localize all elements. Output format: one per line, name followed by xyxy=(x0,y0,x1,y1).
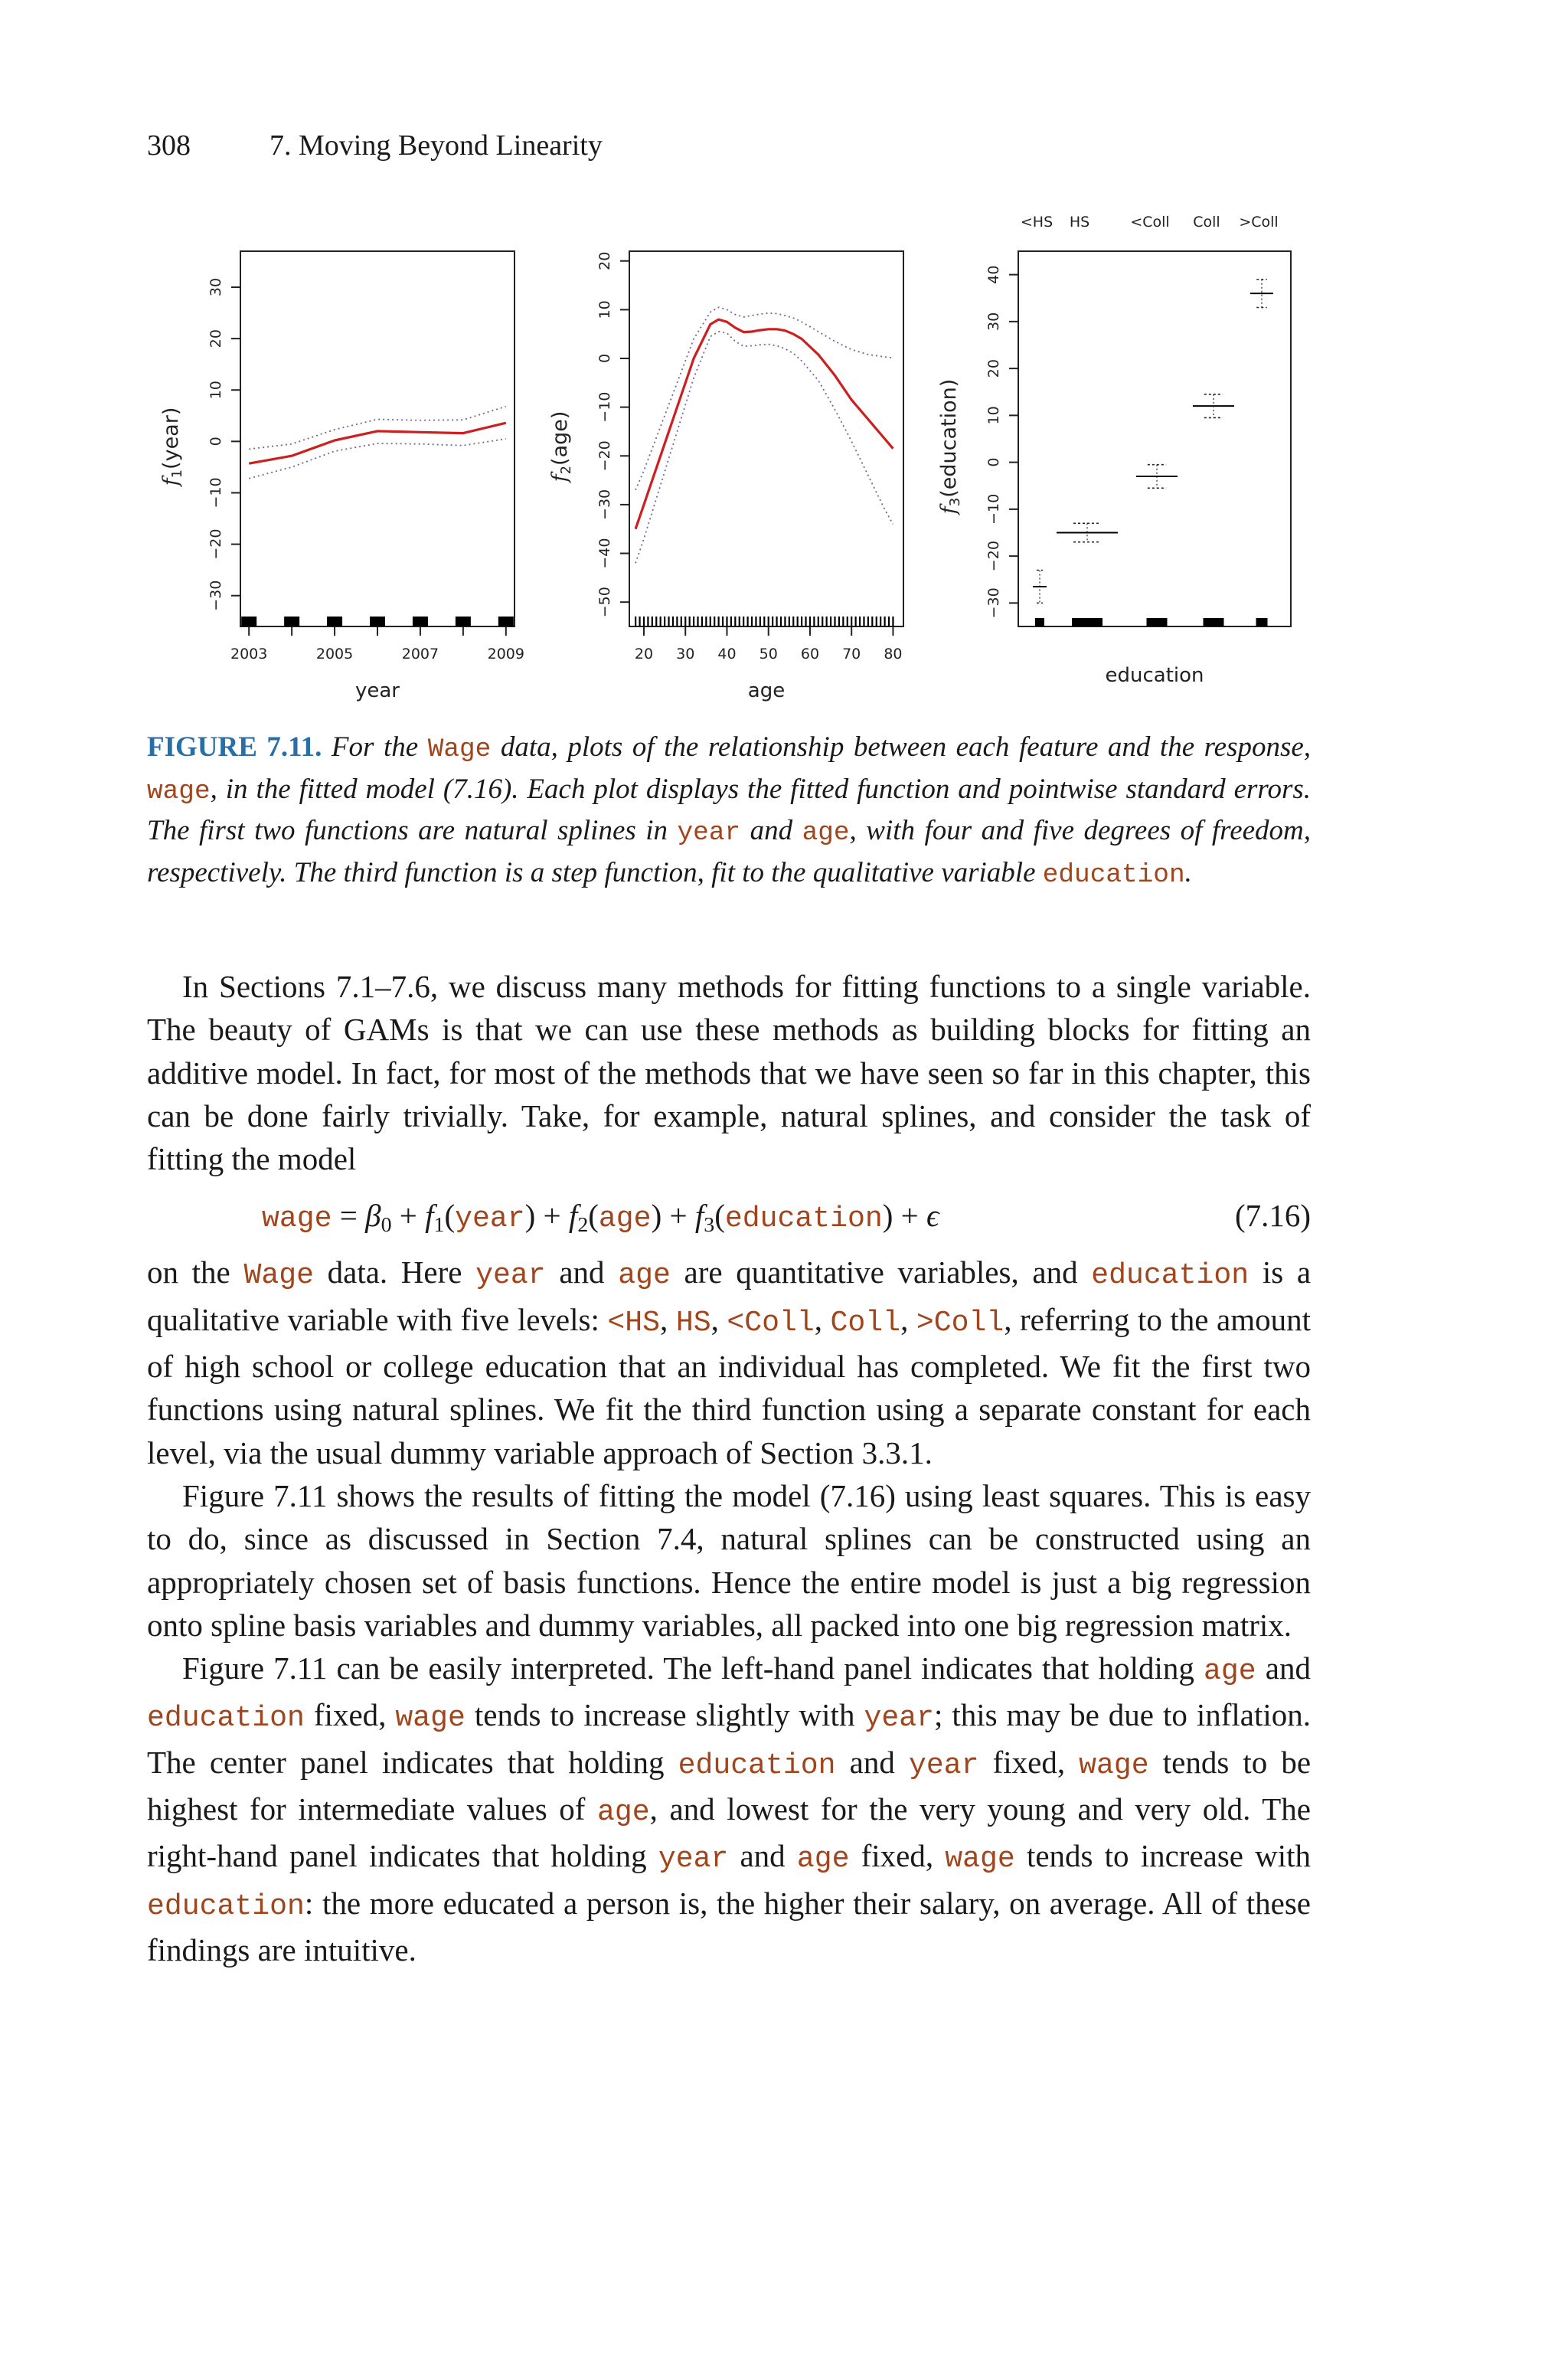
text: on the xyxy=(147,1254,230,1290)
x-tick-label: 50 xyxy=(759,646,778,662)
y-tick-label: −10 xyxy=(207,477,224,509)
text: are quantitative variables, and xyxy=(684,1254,1078,1290)
text: and xyxy=(1265,1650,1311,1686)
code-age: age xyxy=(796,1843,850,1876)
y-tick-label: 0 xyxy=(596,353,613,364)
code-wage: wage xyxy=(147,776,211,806)
text: and xyxy=(849,1744,895,1780)
figure-caption xyxy=(147,728,1311,895)
text: , referring to the amount of high school or college education that an individual has completed. We fit the first two functions using natural splines. We fit the third function using a separate constant for each level, via the usual dummy variable approach of Section 3.3.1. xyxy=(147,1301,1311,1470)
y-tick-label: 30 xyxy=(985,312,1002,331)
caption-text: For the xyxy=(331,731,419,763)
y-tick-label: 0 xyxy=(985,457,1002,467)
code-year: year xyxy=(864,1702,934,1735)
code-wage: wage xyxy=(1079,1748,1149,1782)
code-year: year xyxy=(677,818,741,848)
x-tick-label: 2007 xyxy=(401,646,439,662)
paragraph-3: Figure 7.11 shows the results of fitting the model (7.16) using least squares. This is easy to do, since as discussed in Section 7.4, natural splines can be constructed using an appropriately chosen set of basis functions. Hence the entire model is just a big regression onto spline basis variables and dummy variables, all packed into one big regression matrix. xyxy=(147,1477,1311,1643)
code-education: education xyxy=(678,1748,836,1782)
eq-sub: 1 xyxy=(433,1213,445,1238)
x-tick-label: 30 xyxy=(676,646,695,662)
eq-beta: β xyxy=(365,1198,381,1234)
y-tick-label: −30 xyxy=(596,489,613,520)
eq-epsilon: ϵ xyxy=(926,1198,939,1234)
x-tick-label: 2005 xyxy=(315,646,354,662)
text: fixed, xyxy=(992,1744,1066,1780)
y-tick-label: −20 xyxy=(207,528,224,560)
text: fixed, xyxy=(861,1838,934,1874)
x-axis-label: year xyxy=(354,679,400,702)
code-level-hs: HS xyxy=(675,1306,711,1339)
eq-sub: 3 xyxy=(704,1213,715,1238)
panel-3-frame xyxy=(1018,251,1291,626)
equation-body xyxy=(262,1194,939,1247)
y-tick-label: −10 xyxy=(596,391,613,423)
rug-mark xyxy=(1035,618,1044,626)
caption-text: , with four and five degrees of freedom, respectively. The third function is a step function, fit to the qualitative variable xyxy=(147,815,1312,888)
eq-year: year xyxy=(455,1202,525,1236)
caption-text: . xyxy=(1184,856,1192,888)
equation-7-16 xyxy=(147,1188,1311,1246)
rug-mark xyxy=(284,617,299,626)
code-age: age xyxy=(802,818,850,848)
text: , xyxy=(710,1301,719,1337)
paragraph-2 xyxy=(147,1251,1311,1474)
body-text xyxy=(147,965,1311,1971)
eq-paren: ) xyxy=(651,1198,662,1234)
x-tick-label: 70 xyxy=(842,646,861,662)
eq-equals: = xyxy=(332,1198,366,1234)
y-tick-label: −20 xyxy=(985,541,1002,572)
y-tick-label: −20 xyxy=(596,440,613,472)
eq-paren: ) xyxy=(882,1198,893,1234)
code-year: year xyxy=(908,1748,979,1782)
y-tick-label: 40 xyxy=(985,265,1002,284)
rug-mark xyxy=(370,617,385,626)
text: : the more educated a person is, the higher their salary, on average. All of these findings are intuitive. xyxy=(147,1885,1311,1967)
equation-number: (7.16) xyxy=(1234,1198,1311,1234)
y-tick-label: 30 xyxy=(207,277,224,297)
y-tick-label: 20 xyxy=(596,251,613,270)
se-band-lower xyxy=(635,332,893,563)
y-tick-label: 10 xyxy=(985,406,1002,425)
eq-f: f xyxy=(568,1198,578,1234)
code-year: year xyxy=(475,1259,546,1293)
eq-plus: + xyxy=(391,1198,426,1234)
code-wage-dataset: Wage xyxy=(243,1259,314,1293)
code-age: age xyxy=(618,1259,671,1293)
text: ; this may be due to inflation. The center panel indicates that holding xyxy=(147,1697,1312,1780)
code-level-gt-coll: >Coll xyxy=(916,1306,1004,1339)
eq-wage: wage xyxy=(262,1202,332,1236)
x-axis-label: age xyxy=(747,679,786,702)
text: , xyxy=(814,1301,823,1337)
y-tick-label: −50 xyxy=(596,587,613,618)
category-label: HS xyxy=(1069,214,1090,231)
y-tick-label: 0 xyxy=(207,437,224,446)
eq-education: education xyxy=(724,1202,883,1236)
text: and xyxy=(559,1254,605,1290)
eq-f: f xyxy=(425,1198,434,1234)
y-axis-label: f1(year) xyxy=(159,407,185,486)
y-tick-label: −30 xyxy=(985,587,1002,619)
x-tick-label: 40 xyxy=(717,646,737,662)
category-label: <HS xyxy=(1020,214,1054,231)
x-tick-label: 60 xyxy=(800,646,820,662)
eq-paren: ( xyxy=(714,1198,725,1234)
eq-f: f xyxy=(694,1198,704,1234)
code-level-lt-hs: <HS xyxy=(607,1306,661,1339)
page-header xyxy=(147,129,603,162)
caption-text: data, plots of the relationship between each feature and the response, xyxy=(500,731,1312,763)
text: and xyxy=(740,1838,786,1874)
code-year: year xyxy=(658,1843,729,1876)
y-tick-label: 20 xyxy=(207,329,224,348)
y-tick-label: −30 xyxy=(207,580,224,611)
rug-mark xyxy=(1147,618,1168,626)
text: fixed, xyxy=(313,1697,387,1733)
eq-paren: ( xyxy=(588,1198,599,1234)
x-tick-label: 80 xyxy=(884,646,903,662)
text: tends to increase with xyxy=(1026,1838,1312,1874)
se-band-upper xyxy=(249,407,506,450)
category-label: <Coll xyxy=(1130,214,1170,231)
x-tick-label: 20 xyxy=(634,646,654,662)
rug-mark xyxy=(1072,618,1102,626)
rug-mark xyxy=(498,617,514,626)
text: tends to increase slightly with xyxy=(474,1697,855,1733)
chapter-title: 7. Moving Beyond Linearity xyxy=(270,129,603,162)
figure-7-11 xyxy=(0,191,1568,728)
eq-paren: ( xyxy=(444,1198,456,1234)
y-tick-label: −40 xyxy=(596,538,613,569)
paragraph-4 xyxy=(147,1647,1311,1971)
eq-plus: + xyxy=(535,1198,569,1234)
paragraph-1: In Sections 7.1–7.6, we discuss many methods for fitting functions to a single variable. The beauty of GAMs is that we can use these methods as building blocks for fitting an additive model. In fact, for most of the methods that we have seen so far in this chapter, this can be done fairly trivially. Take, for example, natural splines, and consider the task of fitting the model xyxy=(147,969,1311,1177)
code-education: education xyxy=(147,1702,305,1735)
y-tick-label: 10 xyxy=(207,381,224,400)
y-axis-label: f2(age) xyxy=(548,411,574,482)
text: is a qualitative variable with five levels: xyxy=(147,1254,1312,1337)
rug-mark xyxy=(327,617,342,626)
caption-text: , in the fitted model (7.16). Each plot displays the fitted function and pointwise standard errors. The first two functions are natural splines in xyxy=(147,773,1311,846)
eq-sub: 0 xyxy=(381,1213,392,1238)
se-band-lower xyxy=(249,439,506,479)
text: data. Here xyxy=(327,1254,462,1290)
eq-plus: + xyxy=(893,1198,927,1234)
text: , xyxy=(900,1301,909,1337)
x-tick-label: 2009 xyxy=(487,646,524,662)
panel-2-frame xyxy=(629,251,903,626)
code-wage: wage xyxy=(945,1843,1015,1876)
code-age: age xyxy=(1204,1655,1256,1689)
eq-age: age xyxy=(598,1202,652,1236)
code-education: education xyxy=(1042,859,1185,890)
code-wage: wage xyxy=(395,1702,466,1735)
y-tick-label: 10 xyxy=(596,300,613,319)
rug-mark xyxy=(1204,618,1224,626)
y-axis-label: f3(education) xyxy=(937,378,963,515)
rug-mark xyxy=(456,617,471,626)
figure-plots xyxy=(0,191,1568,728)
text: tends to be highest for intermediate values of xyxy=(147,1744,1312,1827)
x-tick-label: 2003 xyxy=(230,646,268,662)
rug-mark xyxy=(413,617,428,626)
code-age: age xyxy=(597,1796,650,1830)
eq-sub: 2 xyxy=(577,1213,589,1238)
se-band-upper xyxy=(635,307,893,490)
figure-label: FIGURE 7.11. xyxy=(147,731,322,763)
eq-paren: ) xyxy=(524,1198,536,1234)
y-tick-label: 20 xyxy=(985,359,1002,378)
code-level-coll: Coll xyxy=(830,1306,901,1339)
eq-plus: + xyxy=(662,1198,695,1234)
code-education: education xyxy=(147,1889,305,1923)
code-level-lt-coll: <Coll xyxy=(727,1306,815,1339)
panel-1-frame xyxy=(240,251,514,626)
category-label: Coll xyxy=(1193,214,1220,231)
text: , and lowest for the very young and very old. The right-hand panel indicates that holding xyxy=(147,1791,1311,1874)
rug-mark xyxy=(1256,618,1268,626)
rug-mark xyxy=(241,617,256,626)
category-label: >Coll xyxy=(1239,214,1279,231)
caption-text: and xyxy=(750,815,793,846)
y-tick-label: −10 xyxy=(985,493,1002,525)
text: Figure 7.11 can be easily interpreted. The left-hand panel indicates that holding xyxy=(182,1650,1194,1686)
text: , xyxy=(660,1301,668,1337)
x-axis-label: education xyxy=(1105,664,1204,687)
code-education: education xyxy=(1091,1259,1250,1293)
page-number: 308 xyxy=(147,129,191,162)
code-wage-dataset: Wage xyxy=(427,734,492,764)
